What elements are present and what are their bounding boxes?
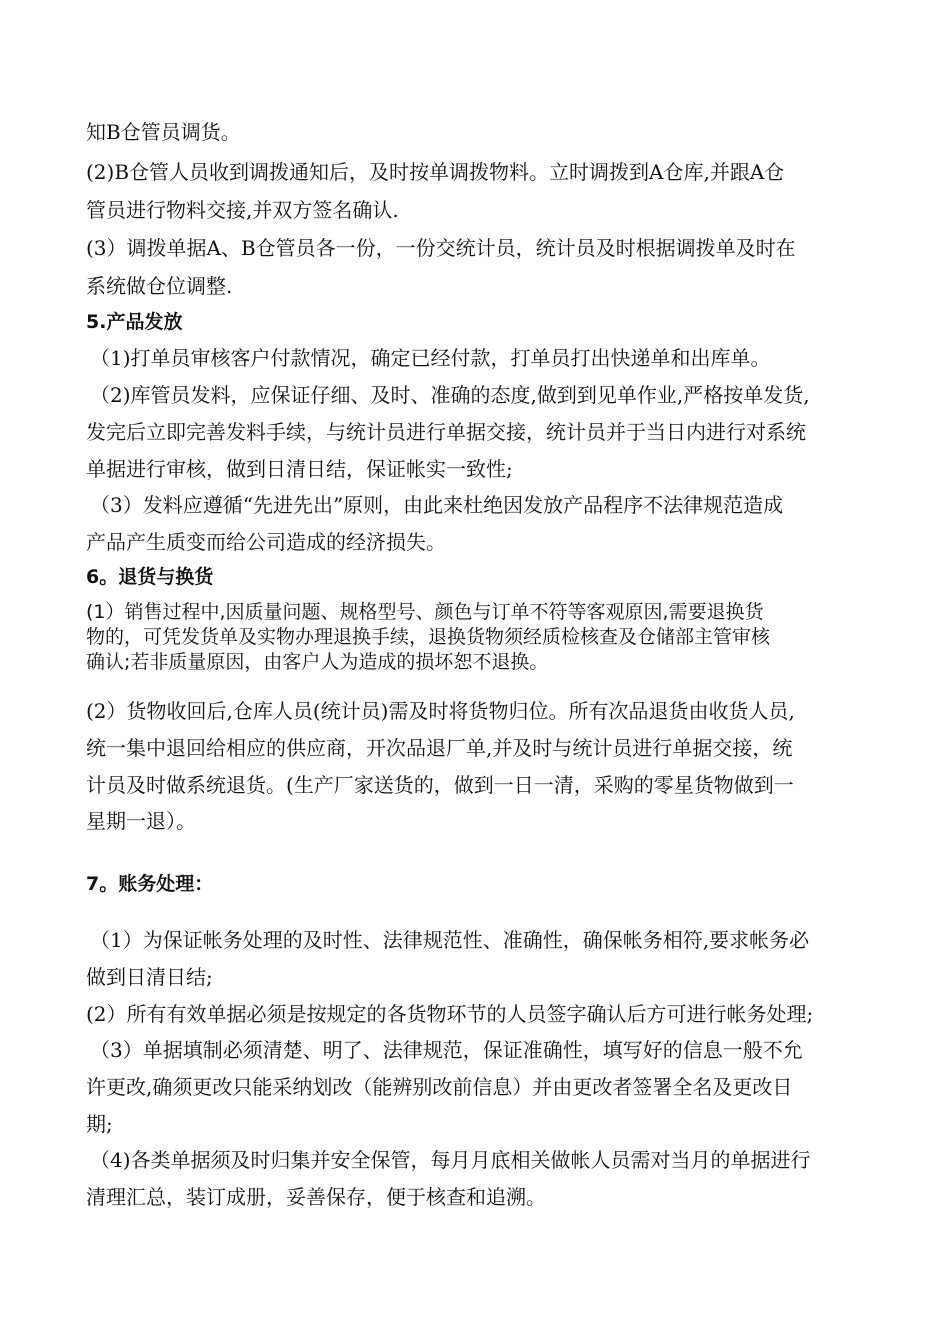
paragraph-line: （1)打单员审核客户付款情况，确定已经付款，打单员打出快递单和出库单。 xyxy=(90,346,771,370)
paragraph-line: （3）发料应遵循“先进先出”原则，由此来杜绝因发放产品程序不法律规范造成 xyxy=(90,493,784,517)
paragraph-line: 许更改,确须更改只能采纳划改（能辨别改前信息）并由更改者签署全名及更改日 xyxy=(86,1075,793,1099)
paragraph-line: 星期一退）。 xyxy=(86,809,196,833)
paragraph-line: 清理汇总，装订成册，妥善保存，便于核查和追溯。 xyxy=(86,1185,546,1209)
paragraph-line: （2)库管员发料，应保证仔细、及时、准确的态度,做到到见单作业,严格按单发货, xyxy=(90,383,810,407)
paragraph-line: （1）为保证帐务处理的及时性、法律规范性、准确性，确保帐务相符,要求帐务必 xyxy=(90,928,810,952)
paragraph-line: 物的，可凭发货单及实物办理退换手续，退换货物须经质检核查及仓储部主管审核 xyxy=(86,626,771,648)
paragraph-line: (3）调拨单据A、B仓管员各一份，一份交统计员，统计员及时根据调拨单及时在 xyxy=(86,236,796,260)
paragraph-line: 统一集中退回给相应的供应商，开次品退厂单,并及时与统计员进行单据交接，统 xyxy=(86,736,793,760)
paragraph-line: (2)B仓管人员收到调拨通知后，及时按单调拨物料。立时调拨到A仓库,并跟A仓 xyxy=(86,160,785,184)
paragraph-line: 系统做仓位调整. xyxy=(86,274,233,298)
paragraph-line: 单据进行审核，做到日清日结，保证帐实一致性; xyxy=(86,457,513,481)
paragraph-line: （4)各类单据须及时归集并安全保管，每月月底相关做帐人员需对当月的单据进行 xyxy=(90,1148,811,1172)
paragraph-line: (2）货物收回后,仓库人员(统计员)需及时将货物归位。所有次品退货由收货人员, xyxy=(86,699,795,723)
paragraph-line: 做到日清日结; xyxy=(86,965,213,989)
paragraph-line: （3）单据填制必须清楚、明了、法律规范，保证准确性，填写好的信息一般不允 xyxy=(90,1038,803,1062)
paragraph-line: 管员进行物料交接,并双方签名确认. xyxy=(86,198,399,222)
paragraph-line: 产品产生质变而给公司造成的经济损失。 xyxy=(86,530,446,554)
paragraph-line: 确认;若非质量原因，由客户人为造成的损坏恕不退换。 xyxy=(86,651,549,673)
paragraph-line: 期; xyxy=(86,1112,113,1136)
paragraph-line: 知B仓管员调货。 xyxy=(86,120,241,144)
section-heading-returns: 6。退货与换货 xyxy=(86,566,214,588)
paragraph-line: 发完后立即完善发料手续，与统计员进行单据交接，统计员并于当日内进行对系统 xyxy=(86,420,806,444)
paragraph-line: (2）所有有效单据必须是按规定的各货物环节的人员签字确认后方可进行帐务处理; xyxy=(86,1002,814,1026)
paragraph-line: 计员及时做系统退货。(生产厂家送货的，做到一日一清，采购的零星货物做到一 xyxy=(86,773,794,797)
paragraph-line: (1）销售过程中,因质量问题、规格型号、颜色与订单不符等客观原因,需要退换货 xyxy=(86,601,764,623)
section-heading-accounting: 7。账务处理： xyxy=(86,873,214,895)
section-heading-product-issue: 5.产品发放 xyxy=(86,311,183,333)
